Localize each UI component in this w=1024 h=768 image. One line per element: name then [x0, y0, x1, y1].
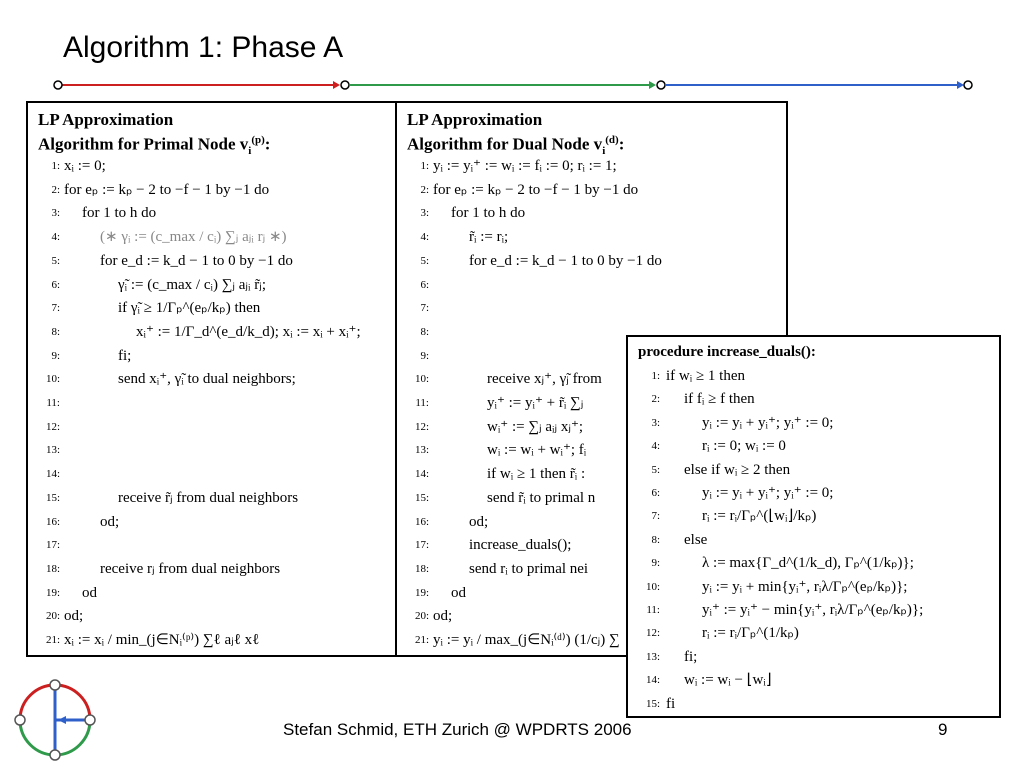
line-number: 1: — [420, 160, 429, 172]
line-code: rᵢ := 0; wᵢ := 0 — [702, 438, 786, 455]
line-number: 10: — [45, 373, 60, 386]
primal-line-20 — [28, 605, 395, 627]
logo-node-left — [15, 715, 25, 725]
line-number: 5: — [651, 463, 660, 476]
primal-line-5 — [28, 250, 395, 272]
line-code: for 1 to h do — [451, 205, 526, 222]
line-code: send xᵢ⁺, γ̃ᵢ to dual neighbors; — [118, 371, 296, 388]
timeline-node-4 — [964, 81, 972, 89]
line-code: if γ̃ᵢ ≥ 1/Γₚ^(eₚ/kₚ) then — [118, 300, 261, 317]
line-number: 5: — [420, 254, 429, 267]
green-arrowhead — [649, 81, 656, 89]
procedure-line-3 — [628, 412, 999, 434]
procedure-line-10 — [628, 576, 999, 598]
primal-line-11 — [28, 392, 395, 414]
line-code: else if wᵢ ≥ 2 then — [684, 461, 791, 478]
line-code: send r̃ᵢ to primal n — [487, 489, 596, 506]
line-number: 16: — [414, 515, 429, 528]
slide-title: Algorithm 1: Phase A — [63, 31, 344, 64]
procedure-line-4 — [628, 435, 999, 457]
line-number: 17: — [414, 539, 429, 552]
line-number: 3: — [51, 207, 60, 220]
line-number: 6: — [651, 487, 660, 499]
primal-line-14 — [28, 463, 395, 485]
line-number: 12: — [645, 627, 660, 640]
line-number: 13: — [45, 444, 60, 457]
line-number: 5: — [51, 254, 60, 267]
line-number: 13: — [645, 650, 660, 663]
footer-text: Stefan Schmid, ETH Zurich @ WPDRTS 2006 — [283, 720, 632, 739]
primal-line-13 — [28, 439, 395, 461]
line-code: yᵢ⁺ := yᵢ⁺ + r̃ᵢ ∑ⱼ — [487, 395, 584, 411]
dual-title-line2: Algorithm for Dual Node $v_i^{(d)}$: — [407, 134, 625, 158]
procedure-line-13 — [628, 646, 999, 668]
line-number: 15: — [645, 697, 660, 710]
line-number: 8: — [651, 533, 660, 546]
line-code: xᵢ := 0; — [64, 158, 106, 174]
line-code: else — [684, 531, 708, 548]
dual-line-5 — [397, 250, 786, 272]
line-number: 11: — [415, 397, 429, 409]
timeline-node-3 — [657, 81, 665, 89]
line-number: 11: — [46, 397, 60, 409]
line-number: 21: — [45, 634, 60, 646]
line-number: 7: — [420, 302, 429, 315]
primal-line-21 — [28, 629, 395, 651]
line-number: 20: — [45, 610, 60, 623]
line-code: od; — [64, 608, 84, 625]
line-code: for e_d := k_d − 1 to 0 by −1 do — [100, 252, 293, 269]
line-code: wᵢ := wᵢ + wᵢ⁺; fᵢ — [487, 442, 587, 459]
primal-line-3 — [28, 202, 395, 224]
line-code: receive rⱼ from dual neighbors — [100, 560, 281, 577]
primal-line-7 — [28, 297, 395, 319]
line-number: 7: — [51, 302, 60, 315]
line-code: od; — [469, 513, 489, 530]
primal-title-text: Algorithm for Primal Node v — [38, 134, 249, 154]
line-number: 7: — [651, 510, 660, 523]
eth-logo — [10, 676, 100, 764]
line-number: 8: — [420, 325, 429, 338]
line-code: fi; — [684, 648, 698, 665]
line-code: yᵢ := yᵢ / max_(j∈Nᵢ⁽ᵈ⁾) (1/cⱼ) ∑ — [433, 632, 620, 648]
logo-node-top — [50, 680, 60, 690]
timeline-node-1 — [54, 81, 62, 89]
line-code: for eₚ := kₚ − 2 to −f − 1 by −1 do — [64, 181, 270, 198]
red-arrowhead — [333, 81, 340, 89]
line-code: r̃ᵢ := rᵢ; — [469, 229, 509, 246]
primal-line-1 — [28, 155, 395, 177]
line-code: fi; — [118, 347, 132, 364]
procedure-line-15 — [628, 693, 999, 715]
line-number: 11: — [646, 604, 660, 616]
line-number: 17: — [45, 539, 60, 552]
line-code: yᵢ := yᵢ⁺ := wᵢ := fᵢ := 0; rᵢ := 1; — [433, 158, 617, 174]
procedure-line-9 — [628, 552, 999, 574]
line-number: 15: — [414, 491, 429, 504]
line-code: xᵢ⁺ := 1/Γ_d^(e_d/k_d); xᵢ := xᵢ + xᵢ⁺; — [136, 323, 361, 340]
line-code: yᵢ := yᵢ + yᵢ⁺; yᵢ⁺ := 0; — [702, 414, 834, 431]
procedure-line-8 — [628, 529, 999, 551]
page-number: 9 — [938, 720, 948, 739]
line-code: wᵢ⁺ := ∑ⱼ aᵢⱼ xⱼ⁺; — [487, 418, 584, 435]
line-code: send rᵢ to primal nei — [469, 560, 589, 577]
line-number: 16: — [45, 515, 60, 528]
primal-line-15 — [28, 487, 395, 509]
timeline-node-2 — [341, 81, 349, 89]
primal-line-8 — [28, 321, 395, 343]
line-number: 10: — [414, 373, 429, 386]
primal-line-4 — [28, 226, 395, 248]
line-number: 1: — [51, 160, 60, 172]
line-number: 9: — [420, 349, 429, 362]
dual-line-2 — [397, 179, 786, 201]
line-code: if fᵢ ≥ f then — [684, 391, 755, 408]
line-number: 13: — [414, 444, 429, 457]
procedure-box — [626, 335, 1001, 718]
line-code: λ := max{Γ_d^(1/k_d), Γₚ^(1/kₚ)}; — [702, 555, 914, 572]
line-number: 18: — [414, 562, 429, 575]
line-code: yᵢ := yᵢ + yᵢ⁺; yᵢ⁺ := 0; — [702, 485, 834, 501]
dual-line-1 — [397, 155, 786, 177]
line-number: 12: — [45, 420, 60, 433]
line-code: receive xⱼ⁺, γ̃ⱼ from — [487, 371, 602, 388]
dual-line-6 — [397, 274, 786, 296]
primal-title-line2: Algorithm for Primal Node $v_i^{(p)}$: — [38, 134, 271, 158]
logo-blue-arrowhead — [58, 716, 66, 724]
line-number: 21: — [414, 634, 429, 646]
line-code: increase_duals(); — [469, 537, 572, 554]
primal-line-12 — [28, 416, 395, 438]
line-code: if wᵢ ≥ 1 then — [666, 368, 746, 384]
primal-line-10 — [28, 368, 395, 390]
primal-line-6 — [28, 274, 395, 296]
logo-node-right — [85, 715, 95, 725]
primal-line-9 — [28, 345, 395, 367]
procedure-line-11 — [628, 599, 999, 621]
line-number: 20: — [414, 610, 429, 623]
timeline-arrows — [0, 70, 1024, 100]
line-number: 9: — [651, 557, 660, 570]
dual-line-4 — [397, 226, 786, 248]
line-code: od — [82, 584, 97, 601]
primal-line-16 — [28, 511, 395, 533]
procedure-line-2 — [628, 388, 999, 410]
procedure-line-6 — [628, 482, 999, 504]
primal-title-line1: LP Approximation — [38, 110, 174, 129]
line-number: 2: — [651, 393, 660, 406]
line-code: receive r̃ⱼ from dual neighbors — [118, 489, 299, 506]
blue-arrowhead — [957, 81, 964, 89]
dual-title-text: Algorithm for Dual Node v — [407, 134, 603, 154]
procedure-line-12 — [628, 622, 999, 644]
line-number: 2: — [420, 183, 429, 196]
line-code: for eₚ := kₚ − 2 to −f − 1 by −1 do — [433, 181, 639, 198]
line-code: for e_d := k_d − 1 to 0 by −1 do — [469, 252, 662, 269]
procedure-line-14 — [628, 669, 999, 691]
primal-line-17 — [28, 534, 395, 556]
line-number: 4: — [651, 440, 660, 453]
procedure-line-7 — [628, 505, 999, 527]
line-number: 10: — [645, 580, 660, 593]
line-number: 14: — [45, 468, 60, 481]
line-number: 4: — [420, 231, 429, 244]
logo-node-bottom — [50, 750, 60, 760]
line-code: (∗ γᵢ := (c_max / cᵢ) ∑ⱼ aⱼᵢ rⱼ ∗) — [100, 229, 287, 246]
line-code: rᵢ := rᵢ/Γₚ^(1/kₚ) — [702, 625, 799, 642]
dual-line-7 — [397, 297, 786, 319]
line-number: 9: — [51, 349, 60, 362]
line-code: if wᵢ ≥ 1 then r̃ᵢ : — [487, 466, 586, 483]
line-number: 8: — [51, 325, 60, 338]
line-code: γ̃ᵢ := (c_max / cᵢ) ∑ⱼ aⱼᵢ r̃ⱼ; — [118, 276, 267, 293]
dual-title-line1: LP Approximation — [407, 110, 543, 129]
line-code: od; — [100, 513, 120, 530]
line-number: 6: — [420, 278, 429, 291]
line-code: yᵢ⁺ := yᵢ⁺ − min{yᵢ⁺, rᵢλ/Γₚ^(eₚ/kₚ)}; — [702, 602, 924, 618]
dual-line-3 — [397, 202, 786, 224]
primal-line-2 — [28, 179, 395, 201]
line-number: 14: — [645, 674, 660, 687]
line-code: wᵢ := wᵢ − ⌊wᵢ⌋ — [684, 672, 772, 689]
procedure-line-1 — [628, 365, 999, 387]
line-number: 1: — [651, 370, 660, 382]
line-number: 19: — [414, 586, 429, 599]
line-number: 15: — [45, 491, 60, 504]
line-number: 6: — [51, 278, 60, 291]
primal-algorithm-box — [26, 101, 397, 657]
line-number: 18: — [45, 562, 60, 575]
line-code: yᵢ := yᵢ + min{yᵢ⁺, rᵢλ/Γₚ^(eₚ/kₚ)}; — [702, 578, 908, 595]
line-code: od — [451, 584, 466, 601]
primal-line-18 — [28, 558, 395, 580]
line-number: 3: — [651, 416, 660, 429]
procedure-title: procedure increase_duals(): — [638, 344, 816, 360]
line-code: od; — [433, 608, 453, 625]
line-number: 19: — [45, 586, 60, 599]
line-number: 3: — [420, 207, 429, 220]
line-code: fi — [666, 695, 676, 712]
line-code: xᵢ := xᵢ / min_(j∈Nᵢ⁽ᵖ⁾) ∑ℓ aⱼℓ xℓ — [64, 632, 260, 648]
line-number: 4: — [51, 231, 60, 244]
procedure-line-5 — [628, 459, 999, 481]
line-code: for 1 to h do — [82, 205, 157, 222]
primal-line-19 — [28, 582, 395, 604]
line-number: 12: — [414, 420, 429, 433]
line-number: 2: — [51, 183, 60, 196]
line-number: 14: — [414, 468, 429, 481]
line-code: rᵢ := rᵢ/Γₚ^(⌊wᵢ⌋/kₚ) — [702, 508, 817, 525]
